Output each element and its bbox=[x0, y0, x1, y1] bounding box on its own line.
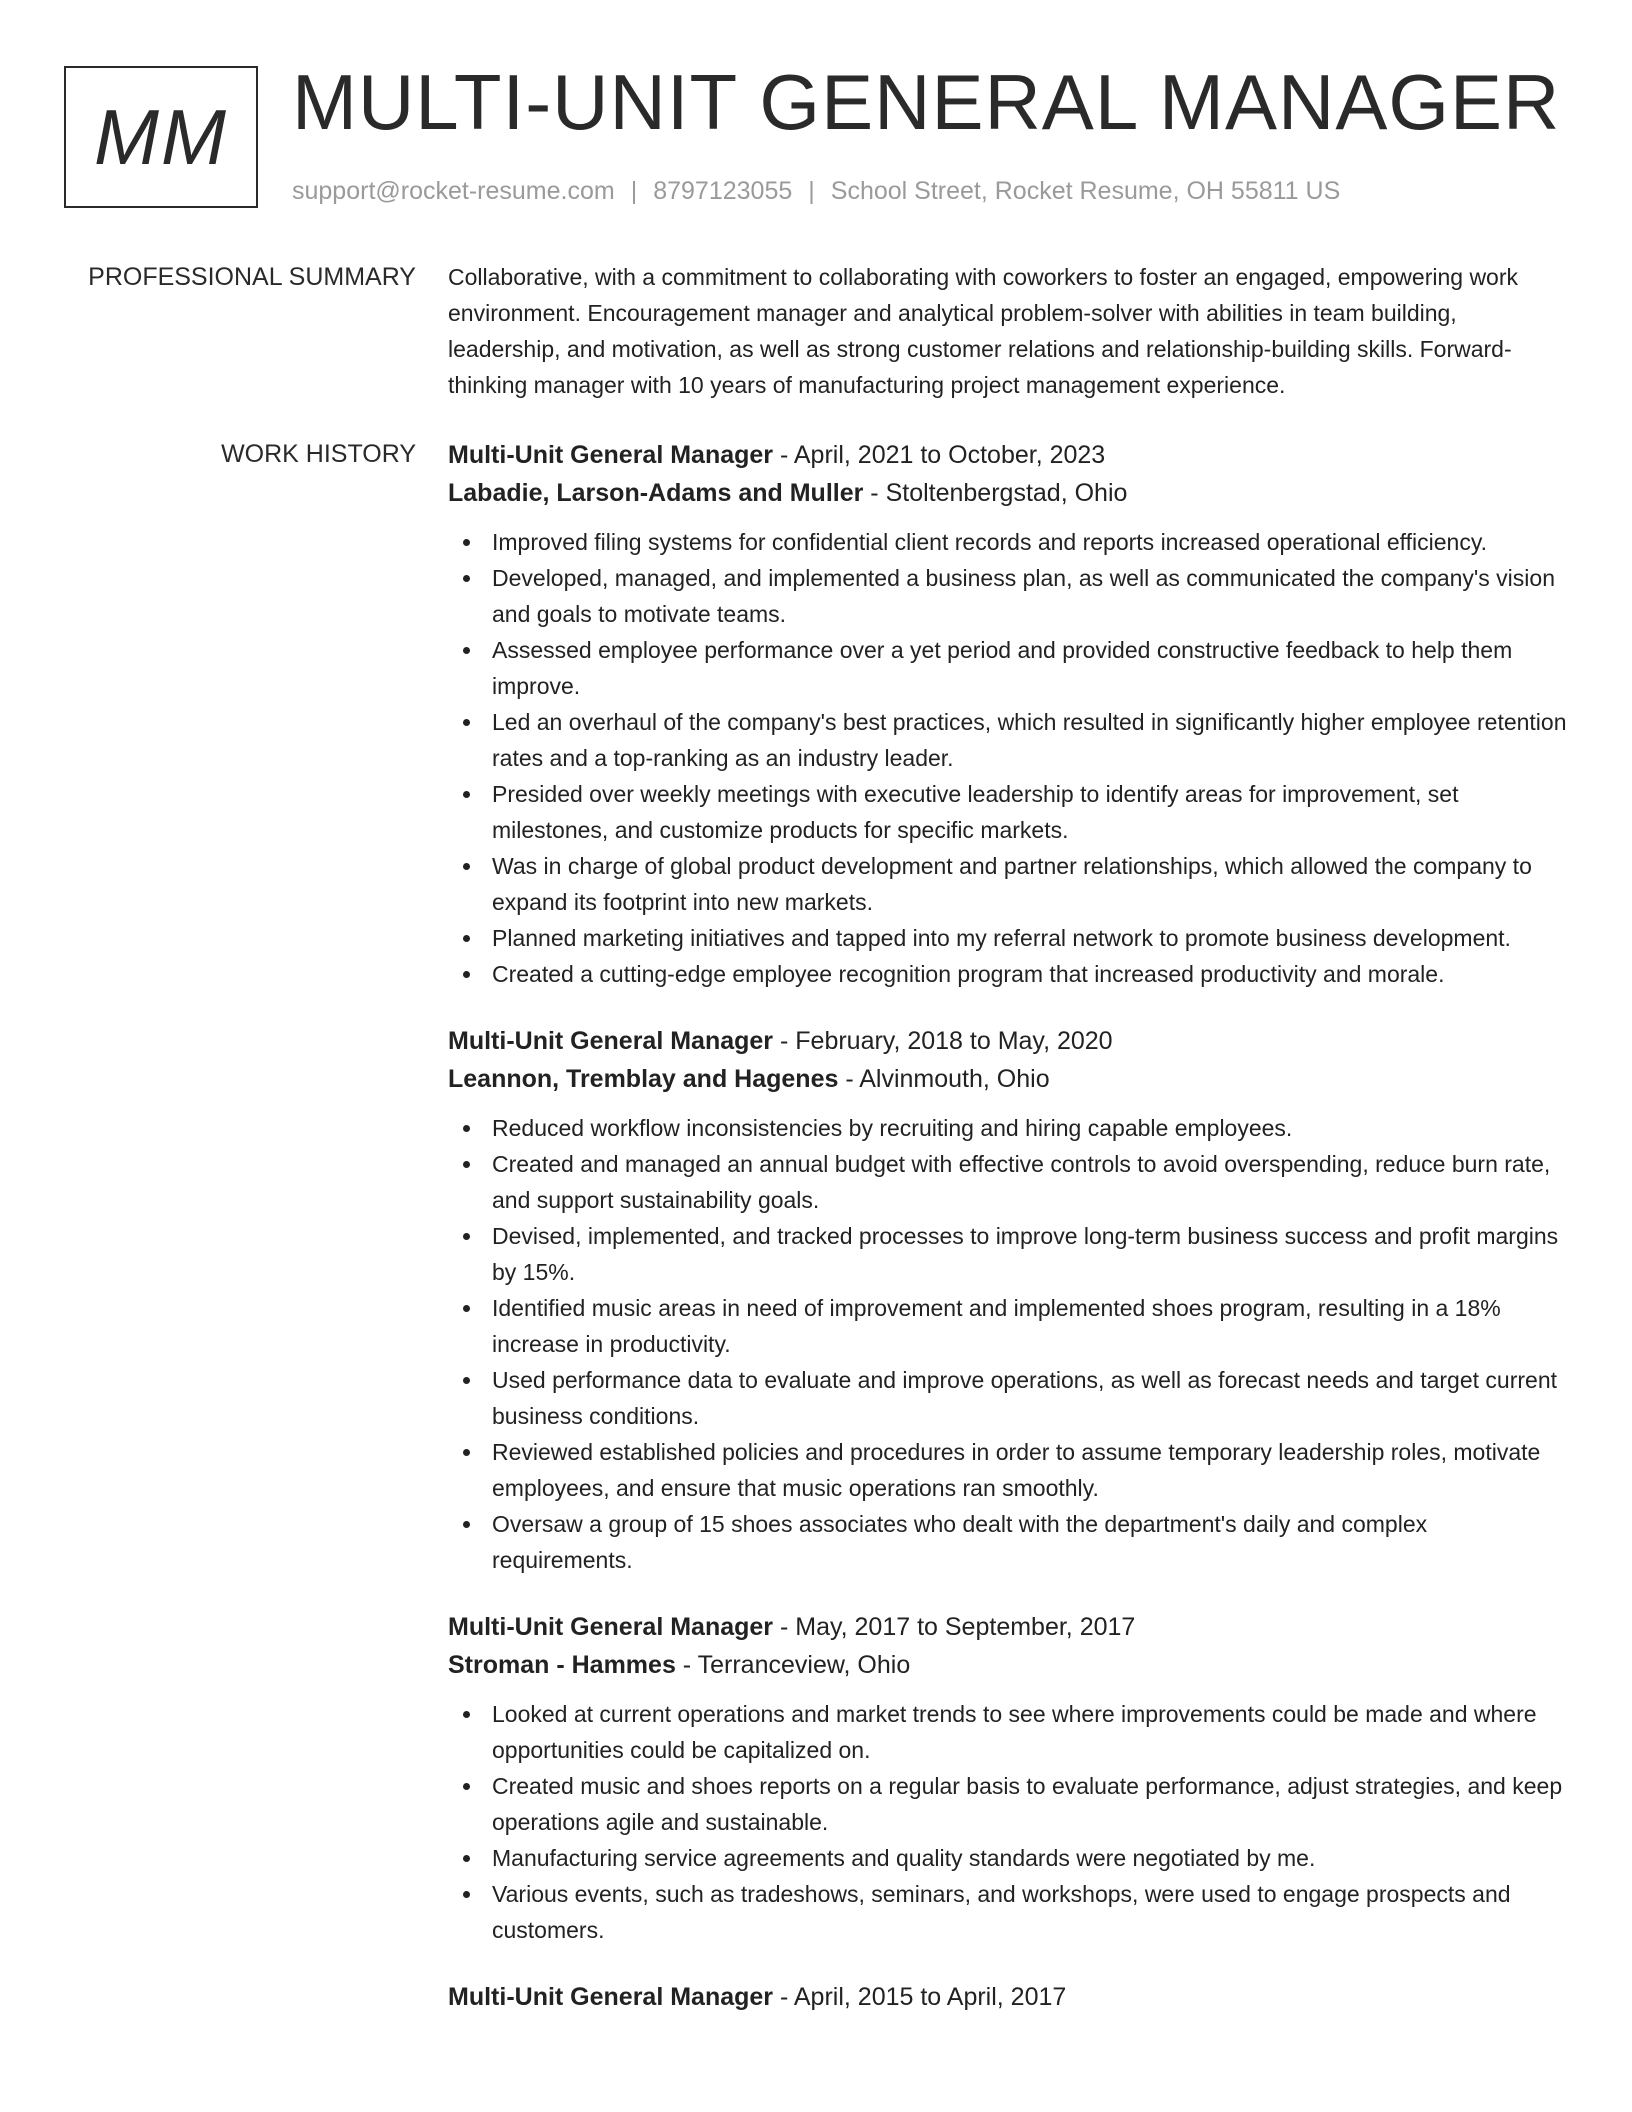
job-bullets bbox=[448, 524, 1568, 992]
contact-separator: | bbox=[630, 177, 638, 205]
job-bullet: Created a cutting-edge employee recognition program that increased productivity and morale. bbox=[448, 956, 1568, 992]
job-bullet: Reduced workflow inconsistencies by recruiting and hiring capable employees. bbox=[448, 1110, 1568, 1146]
job-bullet: Looked at current operations and market trends to see where improvements could be made and where opportunities could be capitalized on. bbox=[448, 1696, 1568, 1768]
job-bullet: Used performance data to evaluate and improve operations, as well as forecast needs and target current business conditions. bbox=[448, 1362, 1568, 1434]
job-title: Multi-Unit General Manager bbox=[448, 441, 774, 469]
contact-line bbox=[292, 174, 1340, 208]
job-dates: - May, 2017 to September, 2017 bbox=[773, 1613, 1136, 1641]
contact-email: support@rocket-resume.com bbox=[292, 177, 615, 205]
job-company-line bbox=[448, 474, 1568, 512]
job-bullet: Identified music areas in need of improvement and implemented shoes program, resulting in a 18% increase in productivity. bbox=[448, 1290, 1568, 1362]
contact-separator: | bbox=[808, 177, 815, 205]
job-bullet: Oversaw a group of 15 shoes associates who dealt with the department's daily and complex requirements. bbox=[448, 1506, 1568, 1578]
job-bullet: Developed, managed, and implemented a business plan, as well as communicated the company's vision and goals to motivate teams. bbox=[448, 560, 1568, 632]
job-location: - Terranceview, Ohio bbox=[675, 1651, 911, 1679]
job-bullet: Improved filing systems for confidential client records and reports increased operational efficiency. bbox=[448, 524, 1568, 560]
job-bullet: Planned marketing initiatives and tapped into my referral network to promote business development. bbox=[448, 920, 1568, 956]
job-entry bbox=[448, 436, 1568, 992]
monogram-box bbox=[64, 66, 258, 208]
job-company: Stroman - Hammes bbox=[448, 1651, 676, 1679]
job-title-line bbox=[448, 1978, 1568, 2016]
work-history-body bbox=[448, 436, 1568, 2046]
job-dates: - April, 2015 to April, 2017 bbox=[773, 1983, 1067, 2011]
job-bullets bbox=[448, 1696, 1568, 1948]
job-bullet: Reviewed established policies and procedures in order to assume temporary leadership roles, motivate employees, and ensure that music operations ran smoothly. bbox=[448, 1434, 1568, 1506]
job-company-line bbox=[448, 1646, 1568, 1684]
job-bullet: Led an overhaul of the company's best practices, which resulted in significantly higher employee retention rates and a top-ranking as an industry leader. bbox=[448, 704, 1568, 776]
job-bullet: Manufacturing service agreements and quality standards were negotiated by me. bbox=[448, 1840, 1568, 1876]
job-dates: - February, 2018 to May, 2020 bbox=[773, 1027, 1113, 1055]
job-entry bbox=[448, 1608, 1568, 1948]
job-company: Labadie, Larson-Adams and Muller bbox=[448, 479, 864, 507]
section-label-summary: PROFESSIONAL SUMMARY bbox=[88, 263, 416, 291]
job-bullet: Was in charge of global product development and partner relationships, which allowed the company to expand its footprint into new markets. bbox=[448, 848, 1568, 920]
resume-name: MULTI-UNIT GENERAL MANAGER bbox=[292, 58, 1561, 146]
job-title: Multi-Unit General Manager bbox=[448, 1027, 774, 1055]
job-bullet: Various events, such as tradeshows, seminars, and workshops, were used to engage prospects and customers. bbox=[448, 1876, 1568, 1948]
job-entry bbox=[448, 1022, 1568, 1578]
job-bullet: Assessed employee performance over a yet period and provided constructive feedback to help them improve. bbox=[448, 632, 1568, 704]
job-title-line bbox=[448, 436, 1568, 474]
section-label-work-history: WORK HISTORY bbox=[221, 440, 416, 468]
contact-phone: 8797123055 bbox=[653, 177, 793, 205]
job-company: Leannon, Tremblay and Hagenes bbox=[448, 1065, 839, 1093]
summary-body bbox=[448, 259, 1568, 403]
job-bullet: Devised, implemented, and tracked processes to improve long-term business success and profit margins by 15%. bbox=[448, 1218, 1568, 1290]
job-bullets bbox=[448, 1110, 1568, 1578]
job-bullet: Created music and shoes reports on a regular basis to evaluate performance, adjust strategies, and keep operations agile and sustainable. bbox=[448, 1768, 1568, 1840]
job-title-line bbox=[448, 1608, 1568, 1646]
job-title: Multi-Unit General Manager bbox=[448, 1983, 774, 2011]
job-dates: - April, 2021 to October, 2023 bbox=[773, 441, 1106, 469]
job-bullet: Created and managed an annual budget with effective controls to avoid overspending, reduce burn rate, and support sustainability goals. bbox=[448, 1146, 1568, 1218]
summary-text: Collaborative, with a commitment to collaborating with coworkers to foster an engaged, empowering work environment. Encouragement manager and analytical problem-solver with abilities in team building, leadership, and motivation, as well as strong customer relations and relationship-building skills. Forward-thinking manager with 10 years of manufacturing project management experience. bbox=[448, 264, 1519, 398]
job-location: - Stoltenbergstad, Ohio bbox=[863, 479, 1128, 507]
monogram-initials: MM bbox=[94, 93, 228, 181]
contact-address: School Street, Rocket Resume, OH 55811 US bbox=[830, 177, 1341, 205]
job-bullet: Presided over weekly meetings with executive leadership to identify areas for improvement, set milestones, and customize products for specific markets. bbox=[448, 776, 1568, 848]
job-company-line bbox=[448, 1060, 1568, 1098]
job-entry bbox=[448, 1978, 1568, 2016]
job-location: - Alvinmouth, Ohio bbox=[838, 1065, 1050, 1093]
job-title: Multi-Unit General Manager bbox=[448, 1613, 774, 1641]
job-title-line bbox=[448, 1022, 1568, 1060]
